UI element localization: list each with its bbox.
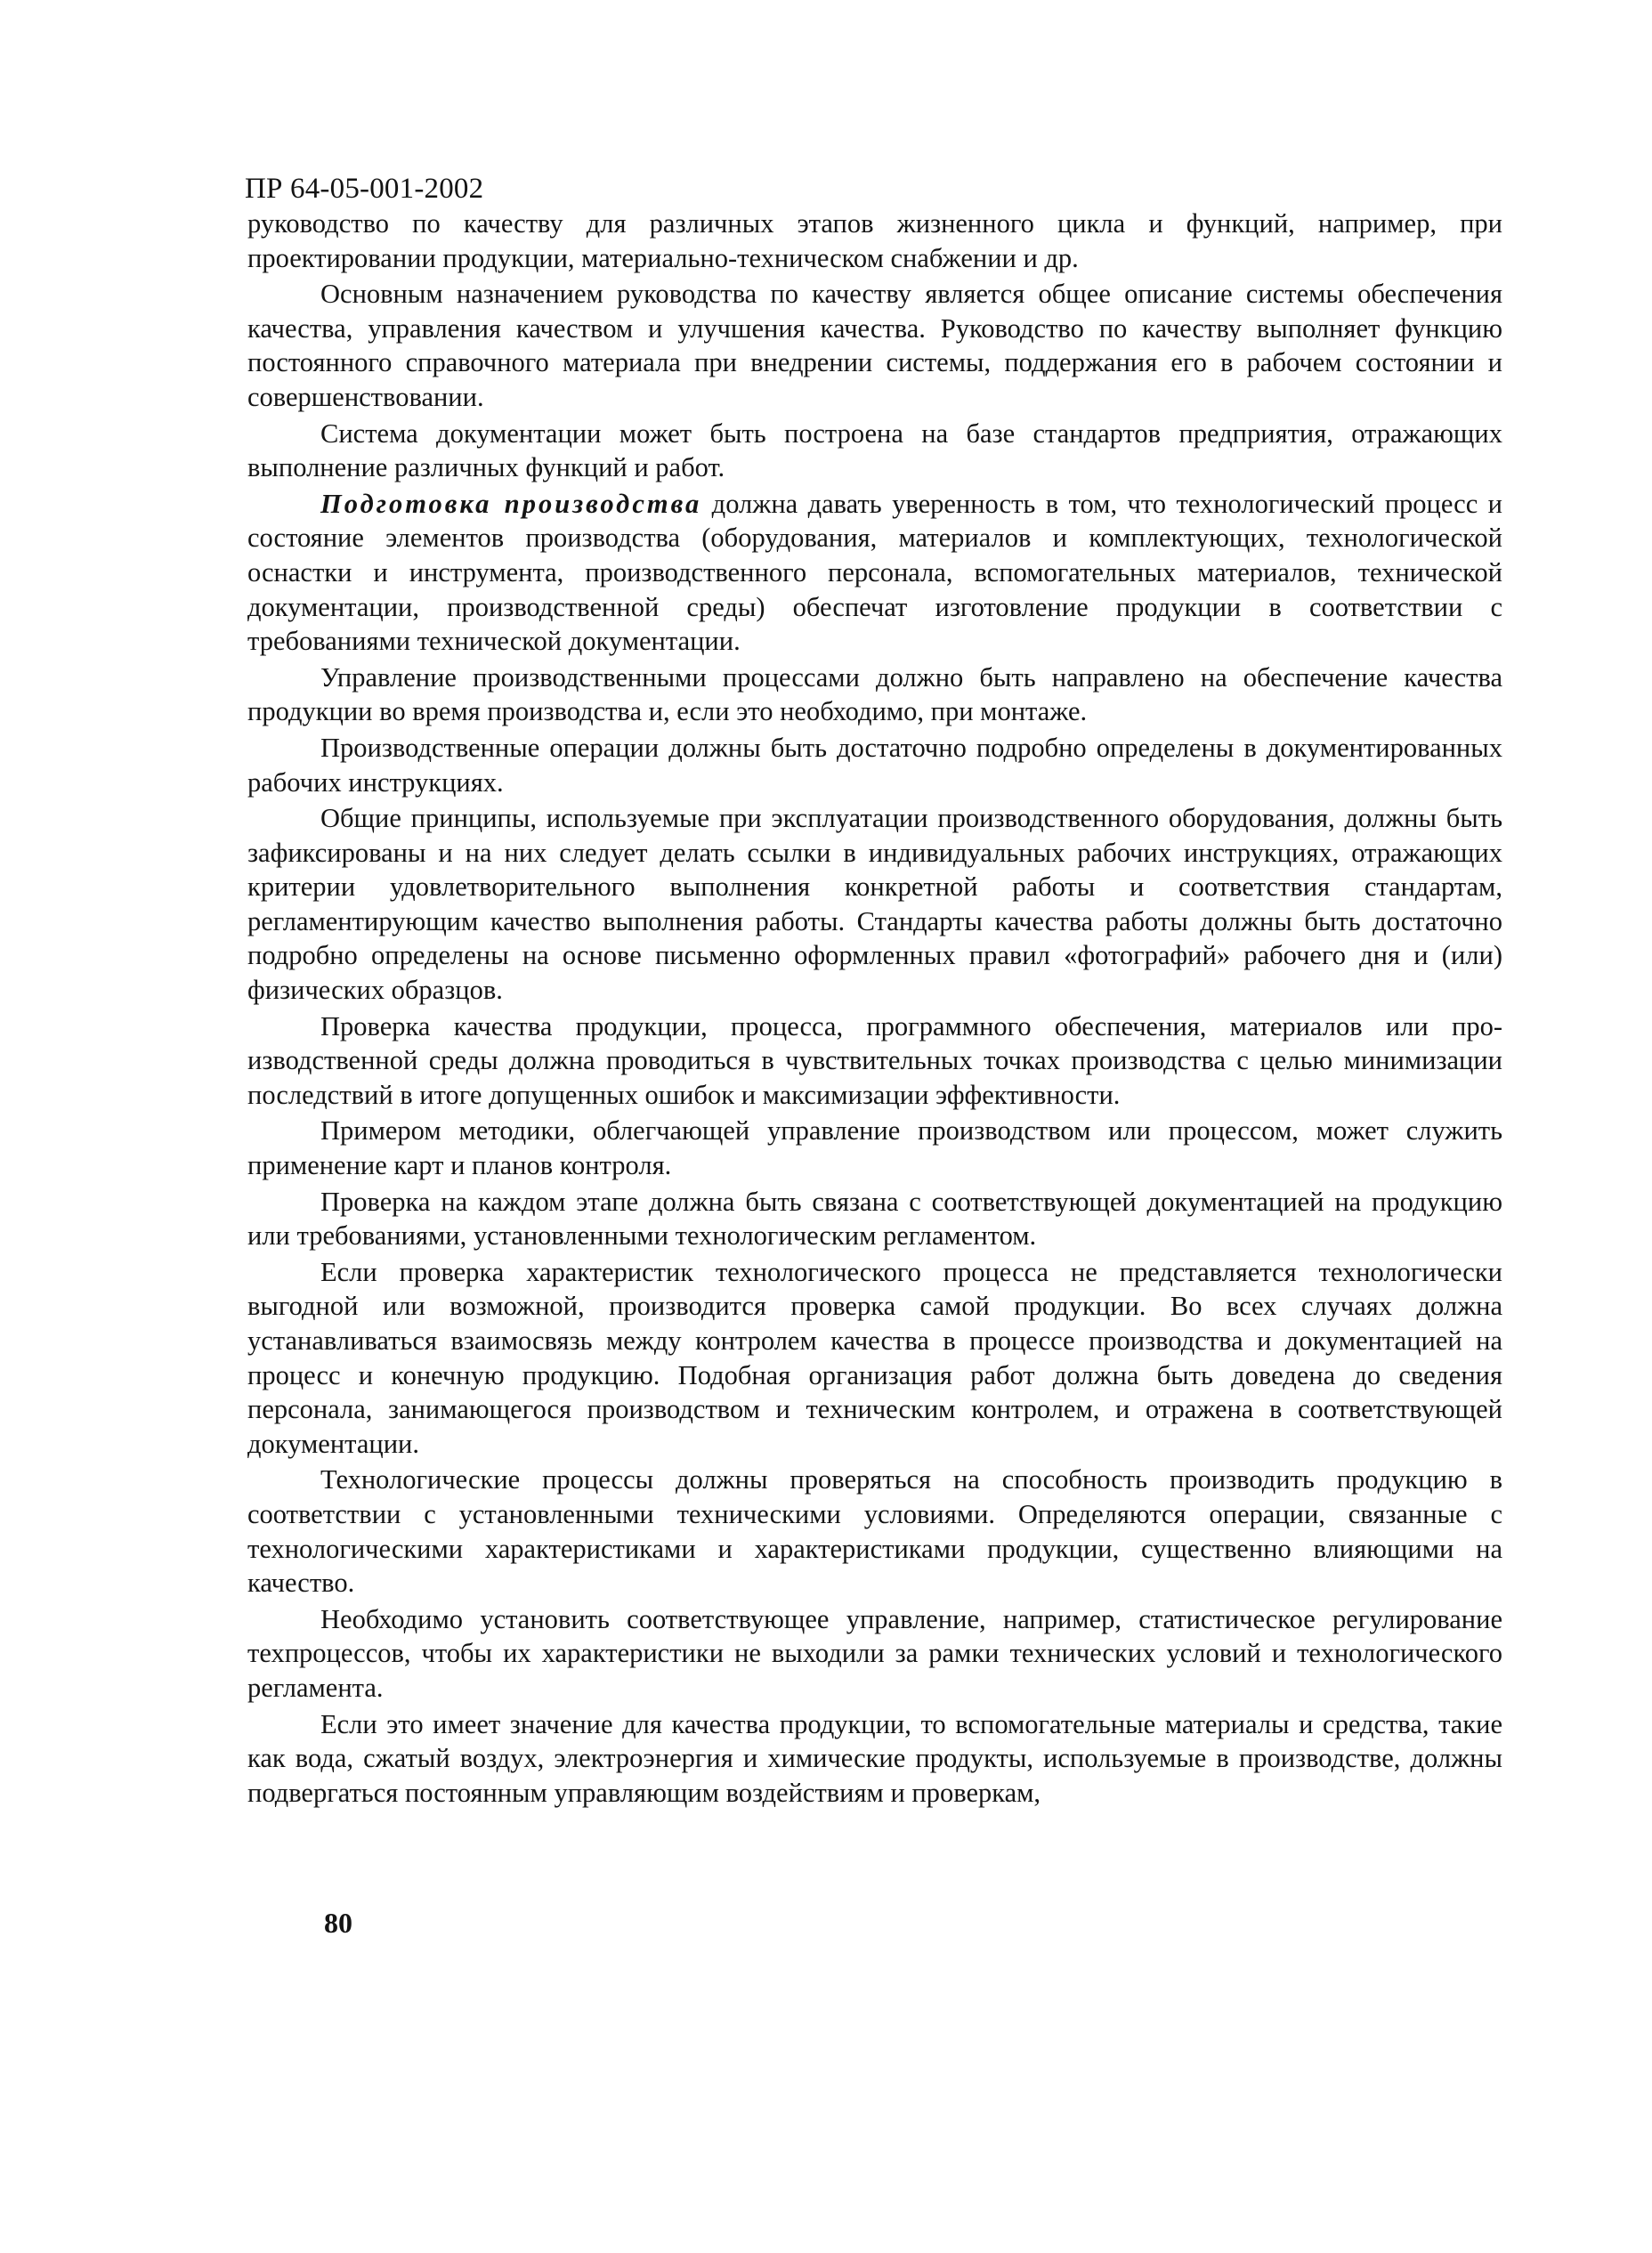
paragraph: Производственные операции должны быть достаточно подробно определены в документированных рабочих инструкциях. bbox=[247, 732, 1502, 798]
paragraph-text: должна давать уверенность в том, что технологический процесс и состояние элементов производства (оборудования, материалов и комплектующих, технологической оснастки и инструмента, производственного персонала, вспомогательных материалов, технической документации, производственной среды) обеспечат изготовление продукции в соответствии с требованиями технической документации. bbox=[247, 488, 1502, 657]
paragraph: Если проверка характеристик технологического процесса не представляется технологически выгодной или возможной, производится проверка самой продукции. Во всех случаях должна устанавливаться взаимосвязь между контролем качества в процессе производства и документацией на процесс и конечную продукцию. Подобная организация работ должна быть доведена до сведения персонала, занимающегося производством и техническим контролем, и отражена в соответствующей документации. bbox=[247, 1256, 1502, 1459]
paragraph: Если это имеет значение для качества продукции, то вспомогательные материалы и средства, такие как вода, сжатый воздух, электроэнергия и химические продукты, используемые в производстве, должны подвергаться постоянным управляющим воздействиям и проверкам, bbox=[247, 1708, 1502, 1808]
document-code-header: ПР 64-05-001-2002 bbox=[245, 173, 484, 205]
paragraph: Система документации может быть построена на базе стандартов предприятия, отражающих выполнение различных функций и работ. bbox=[247, 417, 1502, 483]
paragraph: Проверка качества продукции, процесса, программного обеспечения, материалов или производственной среды должна проводиться в чувствительных точках производства с целью минимизации последствий в итоге допущенных ошибок и максимизации эффективности. bbox=[247, 1010, 1502, 1110]
paragraph-continued: руководство по качеству для различных этапов жизненного цикла и функций, например, при проектировании продукции, материально-техническом снабжении и др. bbox=[247, 208, 1502, 273]
paragraph: Управление производственными процессами должно быть направлено на обеспечение качества продукции во время производства и, если это необходимо, при монтаже. bbox=[247, 661, 1502, 727]
document-body bbox=[247, 207, 1502, 1811]
paragraph: Общие принципы, используемые при эксплуатации производственного оборудования, должны быть зафиксированы и на них следует делать ссылки в индивидуальных рабочих инструкциях, отражающих критерии удовлетворительного выполнения конкретной работы и соответствия стандартам, регламентирующим качество выполнения работы. Стандарты качества работы должны быть достаточно подробно определены на основе письменно оформленных правил «фотографий» рабочего дня и (или) физических образцов. bbox=[247, 803, 1502, 1006]
paragraph-with-term bbox=[247, 487, 1502, 659]
paragraph: Необходимо установить соответствующее управление, например, статистическое регулирование техпроцессов, чтобы их характеристики не выходили за рамки технических условий и технологического регламента. bbox=[247, 1603, 1502, 1703]
page-number: 80 bbox=[324, 1907, 352, 1939]
paragraph: Технологические процессы должны проверяться на способность производить продукцию в соответствии с установленными техническими условиями. Определяются операции, связанные с технологическими характеристиками и характеристиками продукции, существенно влияющими на качество. bbox=[247, 1464, 1502, 1599]
paragraph: Проверка на каждом этапе должна быть связана с соответствующей документацией на продукцию или требованиями, установленными технологическим регламентом. bbox=[247, 1186, 1502, 1252]
defined-term: Подготовка производства bbox=[320, 488, 702, 519]
paragraph: Основным назначением руководства по качеству является общее описание системы обеспечения качества, управления качеством и улучшения качества. Руководство по качеству выполняет функцию постоянного справочного материала при внедрении системы, поддержания его в рабочем состоянии и совершенствовании. bbox=[247, 279, 1502, 412]
paragraph: Примером методики, облегчающей управление производством или процессом, может служить применение карт и планов контроля. bbox=[247, 1115, 1502, 1181]
